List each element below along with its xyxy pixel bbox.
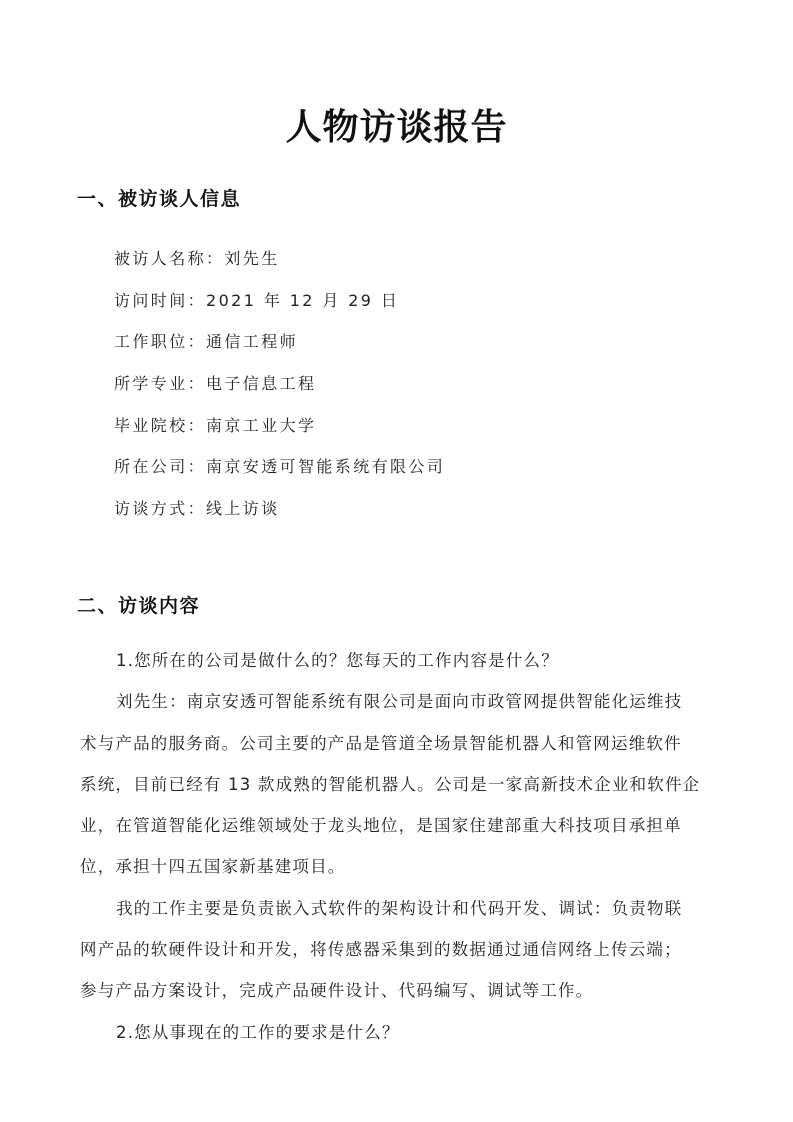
info-major: 所学专业：电子信息工程 <box>114 374 317 394</box>
info-company: 所在公司：南京安透可智能系统有限公司 <box>114 457 446 477</box>
question-2: 2.您从事现在的工作的要求是什么？ <box>116 1022 400 1042</box>
info-school: 毕业院校：南京工业大学 <box>114 415 317 435</box>
info-position: 工作职位：通信工程师 <box>114 332 299 352</box>
answer-1b-line: 参与产品方案设计，完成产品硬件设计、代码编写、调试等工作。 <box>80 981 594 1001</box>
answer-1-line: 术与产品的服务商。公司主要的产品是管道全场景智能机器人和管网运维软件 <box>80 733 682 753</box>
section-heading-interviewee-info: 一、被访谈人信息 <box>77 188 242 210</box>
section-heading-interview-content: 二、访谈内容 <box>77 595 201 617</box>
document-title: 人物访谈报告 <box>285 107 508 148</box>
interviewee-info-list <box>114 238 445 530</box>
answer-1-line: 位，承担十四五国家新基建项目。 <box>80 857 346 877</box>
answer-1b-line: 网产品的软硬件设计和开发，将传感器采集到的数据通过通信网络上传云端； <box>80 940 682 960</box>
info-name: 被访人名称：刘先生 <box>114 249 280 268</box>
answer-1-line: 系统，目前已经有 13 款成熟的智能机器人。公司是一家高新技术企业和软件企 <box>80 774 701 794</box>
info-date: 访问时间：2021 年 12 月 29 日 <box>114 290 400 310</box>
answer-1-line: 业，在管道智能化运维领域处于龙头地位，是国家住建部重大科技项目承担单 <box>80 816 682 836</box>
answer-1-line: 刘先生：南京安透可智能系统有限公司是面向市政管网提供智能化运维技 <box>116 692 683 712</box>
answer-1b-line: 我的工作主要是负责嵌入式软件的架构设计和代码开发、调试：负责物联 <box>116 898 683 918</box>
question-1: 1.您所在的公司是做什么的？您每天的工作内容是什么？ <box>116 651 559 670</box>
interview-content <box>80 640 720 1053</box>
info-method: 访谈方式：线上访谈 <box>114 499 280 519</box>
